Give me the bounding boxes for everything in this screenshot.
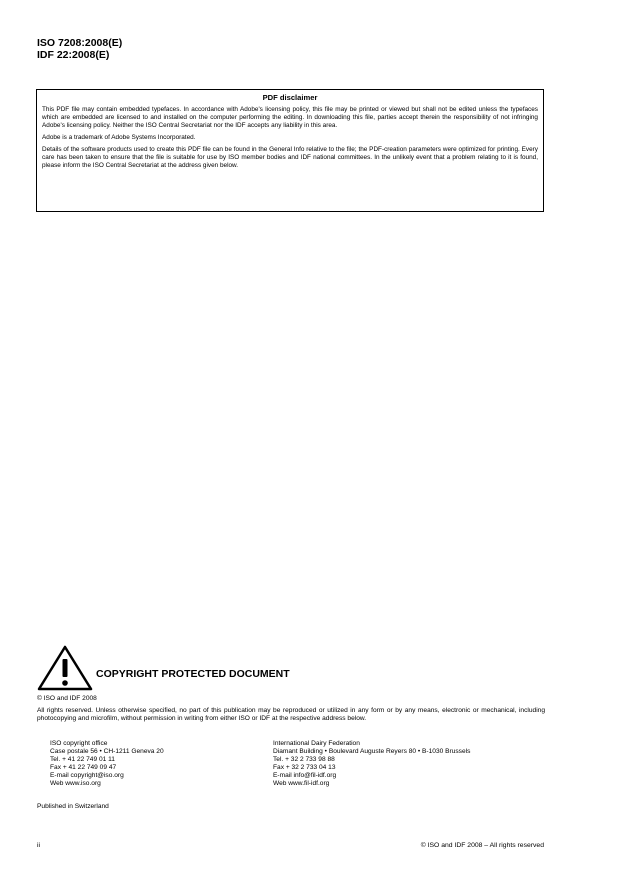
iso-address-line: Fax + 41 22 749 09 47 xyxy=(50,764,117,772)
page-number: ii xyxy=(37,842,41,849)
idf-address-line: Tel. + 32 2 733 98 88 xyxy=(273,756,335,764)
idf-address-line: Fax + 32 2 733 04 13 xyxy=(273,764,336,772)
standard-number-idf: IDF 22:2008(E) xyxy=(37,48,110,61)
idf-address-line: Diamant Building • Boulevard Auguste Reyers 80 • B-1030 Brussels xyxy=(273,748,471,756)
iso-address-line: Case postale 56 • CH-1211 Geneva 20 xyxy=(50,748,164,756)
idf-web: Web www.fil-idf.org xyxy=(273,780,330,788)
disclaimer-title: PDF disclaimer xyxy=(262,93,318,102)
idf-address-line: International Dairy Federation xyxy=(273,740,360,747)
idf-email: E-mail info@fil-idf.org xyxy=(273,772,337,780)
copyright-line: © ISO and IDF 2008 xyxy=(37,695,97,702)
standard-number-iso: ISO 7208:2008(E) xyxy=(37,37,123,49)
footer-rights: © ISO and IDF 2008 – All rights reserved xyxy=(420,842,544,849)
published-location: Published in Switzerland xyxy=(37,803,109,810)
pdf-disclaimer-box xyxy=(36,89,544,212)
disclaimer-paragraph-2: Adobe is a trademark of Adobe Systems Incorporated. xyxy=(42,134,196,141)
document-header xyxy=(37,38,122,61)
iso-web: Web www.iso.org xyxy=(50,780,101,788)
iso-address-line: Tel. + 41 22 749 01 11 xyxy=(50,756,115,764)
copyright-title: COPYRIGHT PROTECTED DOCUMENT xyxy=(96,668,290,680)
disclaimer-paragraph-1: This PDF file may contain embedded typefaces. In accordance with Adobe's licensing policy, this file may be printed or viewed but shall not be edited unless the typefaces which are embedded are licensed to and installed on the computer performing the editing. In downloading this file, parties accept therein the responsibility of not infringing Adobe's licensing policy. Neither the ISO Central Secretariat nor the IDF accepts any liability in this area. xyxy=(42,106,538,129)
iso-address-block xyxy=(50,740,164,789)
rights-statement: All rights reserved. Unless otherwise specified, no part of this publication may be reproduced or utilized in any form or by any means, electronic or mechanical, including photocopying and microfilm, without permission in writing from either ISO or IDF at the respective address below. xyxy=(37,707,545,723)
iso-address-line: ISO copyright office xyxy=(50,740,108,747)
disclaimer-paragraph-3: Details of the software products used to create this PDF file can be found in the General Info relative to the file; the PDF-creation parameters were optimized for printing. Every care has been taken to ensure that the file is suitable for use by ISO member bodies and IDF national committees. In the unlikely event that a problem relating to it is found, please inform the ISO Central Secretariat at the address given below. xyxy=(42,146,538,169)
idf-address-block xyxy=(273,740,470,789)
warning-triangle-icon xyxy=(37,645,93,691)
iso-email: E-mail copyright@iso.org xyxy=(50,772,124,780)
